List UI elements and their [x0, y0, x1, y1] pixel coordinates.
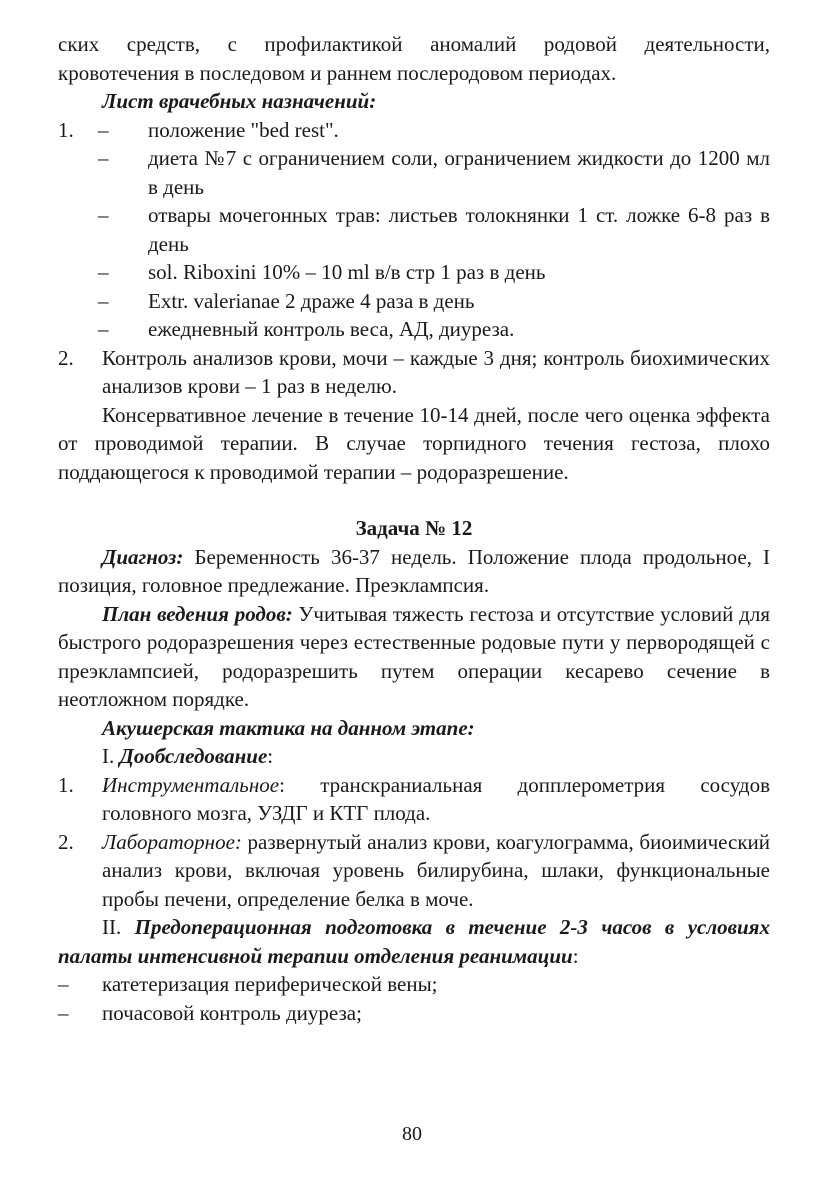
diagnosis-text: Беременность 36-37 недель. Положение плода продольное, I позиция, головное предлежание. Преэклампсия.: [58, 544, 770, 597]
prescription-item-3: [58, 201, 770, 258]
task-title: Задача № 12: [355, 516, 473, 540]
dash-bullet: –: [98, 260, 109, 284]
item-number: 1.: [58, 117, 74, 142]
section-1-colon: :: [267, 744, 274, 768]
top-paragraph-line-2: кровотечения в последовом и раннем послеродовом периодах.: [58, 60, 617, 85]
prescription-control-item: [58, 344, 770, 401]
prescription-text: ежедневный контроль веса, АД, диуреза.: [148, 317, 515, 341]
control-text: Контроль анализов крови, мочи – каждые 3 дня; контроль биохимических анализов крови – 1 раз в неделю.: [102, 345, 770, 398]
section-2-colon: :: [572, 943, 579, 968]
prescription-item-2: [58, 144, 770, 201]
dash-bullet: –: [98, 146, 109, 170]
dash-bullet: –: [98, 317, 109, 341]
prescription-text: sol. Riboxini 10% – 10 ml в/в стр 1 раз в день: [148, 260, 546, 284]
delivery-plan-paragraph: [58, 600, 770, 714]
exam-label: Инструментальное: [102, 772, 280, 797]
prescription-item-1: [58, 116, 770, 145]
exam-item-1: [58, 771, 770, 828]
item-number: 2.: [58, 829, 74, 854]
prep-text: почасовой контроль диуреза;: [102, 1000, 362, 1025]
prescription-text: положение "bed rest".: [148, 117, 339, 142]
dash-bullet: –: [58, 972, 69, 996]
item-number: 2.: [58, 345, 74, 370]
prescription-text: диета №7 с ограничением соли, ограничением жидкости до 1200 мл в день: [148, 146, 770, 199]
section-2-number: II.: [102, 915, 122, 939]
prescription-item-4: [58, 258, 770, 287]
dash-bullet: –: [98, 117, 109, 142]
prescription-item-5: [58, 287, 770, 316]
exam-text: [102, 771, 770, 828]
exam-text: [102, 828, 770, 914]
prep-item-1: [58, 970, 770, 999]
dash-bullet: –: [58, 1000, 69, 1025]
prescription-item-6: [58, 315, 770, 344]
exam-description: развернутый анализ крови, коагулограмма, биоимический анализ крови, включая уровень билирубина, шлаки, функциональные пробы печени, определение белка в моче.: [102, 829, 770, 911]
prescription-text: Extr. valerianae 2 драже 4 раза в день: [148, 288, 475, 313]
section-2-label: Предоперационная подготовка в течение 2-3 часов в условиях палаты интенсивной терапии отделения реанимации: [58, 915, 770, 968]
exam-description: : транскраниальная допплерометрия сосудов головного мозга, УЗДГ и КТГ плода.: [102, 772, 770, 825]
prep-text: катетеризация периферической вены;: [102, 972, 438, 996]
section-2-heading: [58, 913, 770, 970]
section-1-heading: [58, 742, 770, 771]
conservative-treatment-paragraph: Консервативное лечение в течение 10-14 дней, после чего оценка эффекта от проводимой терапии. В случае торпидного течения гестоза, плохо поддающегося к проводимой терапии – родоразрешение.: [58, 402, 770, 484]
exam-item-2: [58, 828, 770, 914]
delivery-plan-text: Учитывая тяжесть гестоза и отсутствие условий для быстрого родоразрешения через естественные родовые пути у первородящей с преэклампсией, родоразрешить путем операции кесарево сечение в неотложном порядке.: [58, 601, 770, 711]
prescriptions-heading: Лист врачебных назначений:: [102, 89, 377, 113]
item-number: 1.: [58, 772, 74, 797]
dash-bullet: –: [98, 288, 109, 313]
document-page: [58, 30, 770, 1027]
diagnosis-label: Диагноз:: [102, 544, 184, 569]
page-number: 80: [402, 1123, 422, 1145]
diagnosis-paragraph: [58, 543, 770, 600]
tactics-heading: Акушерская тактика на данном этапе:: [102, 715, 475, 740]
dash-bullet: –: [98, 203, 109, 227]
exam-label: Лабораторное:: [102, 829, 242, 854]
section-1-label: Дообследование: [119, 744, 268, 768]
delivery-plan-label: План ведения родов:: [102, 601, 293, 626]
top-paragraph-line-1: ских средств, с профилактикой аномалий родовой деятельности,: [58, 32, 770, 56]
prep-item-2: [58, 999, 770, 1028]
prescription-text: отвары мочегонных трав: листьев толокнянки 1 ст. ложке 6-8 раз в день: [148, 203, 770, 256]
section-1-number: I.: [102, 744, 115, 768]
